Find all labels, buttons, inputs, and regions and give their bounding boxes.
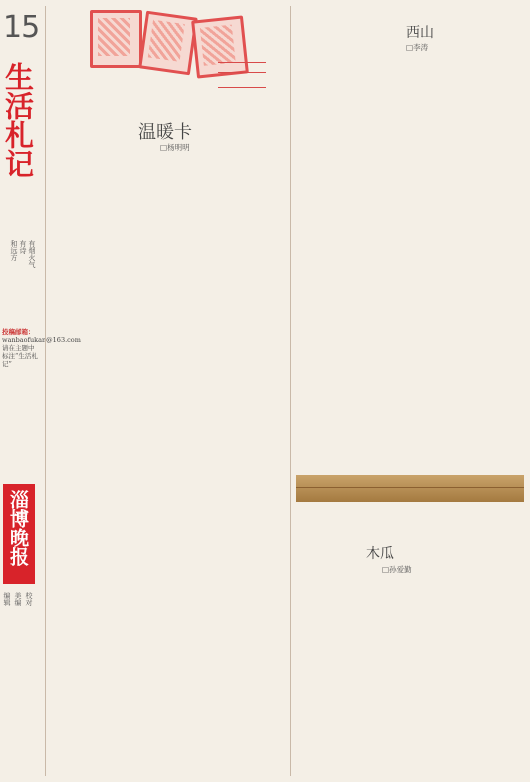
article-title: 温暖卡	[138, 122, 192, 143]
article-center	[58, 0, 283, 782]
submission-email[interactable]: wanbaofukan@163.com	[2, 336, 81, 344]
column-divider	[290, 6, 291, 776]
submission-label: 投稿邮箱：	[2, 328, 35, 336]
left-sidebar	[0, 0, 81, 782]
stamp-illustration	[68, 0, 268, 132]
right-column	[296, 0, 524, 782]
article-title: 木瓜	[366, 546, 394, 562]
article-title: 西山	[406, 25, 434, 41]
column-divider	[45, 6, 46, 776]
contact-block	[2, 328, 81, 368]
subject-note: 请在主题中标注“生活札记”	[2, 344, 38, 368]
article-author: □李涛	[406, 43, 429, 52]
postage-stamp-icon	[138, 11, 198, 76]
wood-illustration	[296, 475, 524, 502]
postage-stamp-icon	[90, 10, 142, 68]
postmark-icon	[218, 62, 266, 88]
editor-credit: 校对	[25, 592, 33, 606]
section-tagline	[4, 240, 36, 315]
editor-credit: 美编	[14, 592, 22, 606]
tagline-line: 和远方	[10, 240, 18, 261]
tagline-line: 有烟火气	[28, 240, 36, 268]
tagline-line: 有诗	[19, 240, 27, 254]
editor-credit: 编辑	[3, 592, 11, 606]
article-author: □孙爱勤	[382, 565, 412, 574]
page-number: 15	[3, 10, 40, 45]
paper-logo-text: 淄博晚报	[7, 490, 29, 566]
editor-credits	[2, 592, 38, 772]
article-author: □杨明明	[160, 143, 190, 152]
paper-logo	[3, 484, 35, 584]
section-title: 生活札记	[1, 62, 35, 178]
